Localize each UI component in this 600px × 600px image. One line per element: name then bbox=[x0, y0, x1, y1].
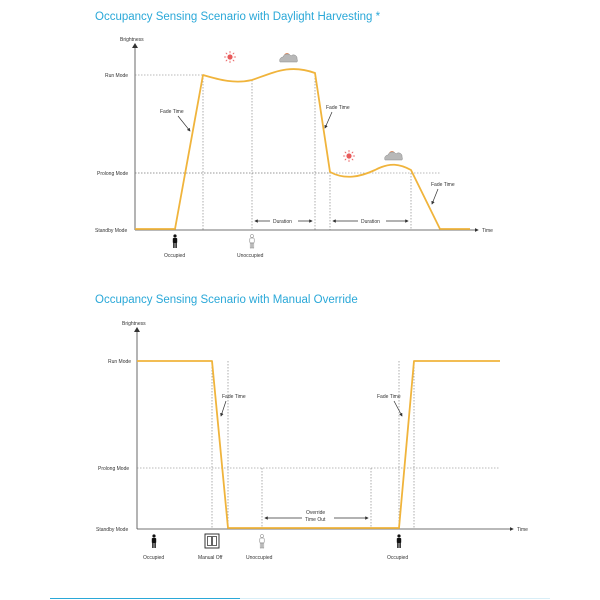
d2-y-axis-label: Brightness bbox=[122, 321, 146, 327]
d1-level-prolong: Prolong Mode bbox=[97, 171, 129, 177]
diagram2 bbox=[96, 321, 528, 561]
d2-override-label-2: Time Out bbox=[305, 517, 326, 523]
d1-brightness-curve bbox=[135, 69, 470, 229]
d1-person-label-unoccupied: Unoccupied bbox=[237, 253, 264, 259]
d2-person-label-unoccupied: Unoccupied bbox=[246, 555, 273, 561]
person-unoccupied-icon bbox=[250, 234, 254, 248]
person-occupied-icon bbox=[152, 534, 156, 548]
d1-fade-label-2: Fade Time bbox=[326, 105, 350, 111]
d2-level-run: Run Mode bbox=[108, 359, 132, 365]
d2-person-label-manual-off: Manual Off bbox=[198, 555, 223, 561]
person-unoccupied-icon bbox=[260, 534, 264, 548]
cloud-icon bbox=[280, 53, 298, 62]
d2-brightness-curve bbox=[137, 361, 500, 528]
d1-duration-label-1: Duration bbox=[273, 219, 292, 225]
d1-y-axis-label: Brightness bbox=[120, 37, 144, 43]
diagram1-title: Occupancy Sensing Scenario with Daylight Harvesting * bbox=[95, 11, 381, 23]
footer-accent bbox=[50, 598, 240, 599]
d1-fade-label-1: Fade Time bbox=[160, 109, 184, 115]
cloud-icon bbox=[385, 151, 403, 160]
d2-person-label-occupied-1: Occupied bbox=[143, 555, 165, 561]
d1-duration-label-2: Duration bbox=[361, 219, 380, 225]
diagram1 bbox=[95, 37, 493, 259]
d2-person-label-occupied-2: Occupied bbox=[387, 555, 409, 561]
d1-level-standby: Standby Mode bbox=[95, 228, 128, 234]
d1-x-axis-label: Time bbox=[482, 228, 493, 234]
person-occupied-icon bbox=[397, 534, 401, 548]
d2-level-prolong: Prolong Mode bbox=[98, 466, 130, 472]
d2-x-axis-label: Time bbox=[517, 527, 528, 533]
sun-icon bbox=[224, 51, 236, 63]
d1-fade-label-3: Fade Time bbox=[431, 182, 455, 188]
diagram2-title: Occupancy Sensing Scenario with Manual Override bbox=[95, 294, 358, 306]
d2-override-label-1: Override bbox=[306, 510, 326, 516]
d2-level-standby: Standby Mode bbox=[96, 527, 129, 533]
d1-person-label-occupied: Occupied bbox=[164, 253, 186, 259]
d1-level-run: Run Mode bbox=[105, 73, 129, 79]
manual-switch-icon bbox=[205, 534, 219, 548]
d2-fade-label-1: Fade Time bbox=[222, 394, 246, 400]
sun-icon bbox=[343, 150, 355, 162]
person-occupied-icon bbox=[173, 234, 177, 248]
d2-fade-label-2: Fade Time bbox=[377, 394, 401, 400]
